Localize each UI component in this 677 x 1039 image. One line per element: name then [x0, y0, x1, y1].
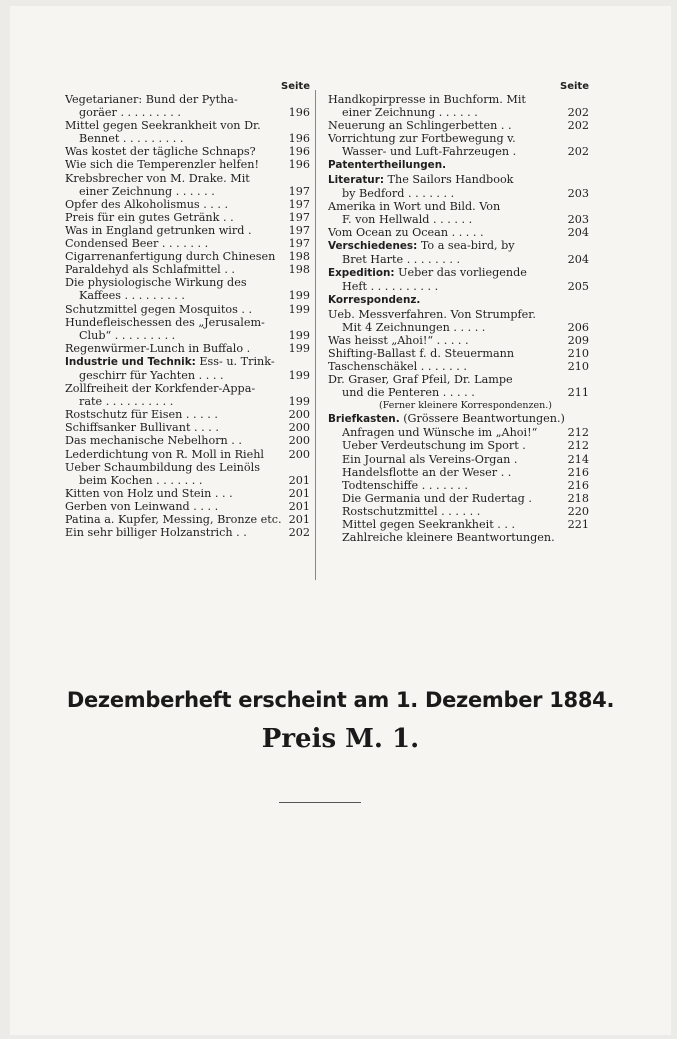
toc-entry — [328, 253, 589, 266]
toc-entry-page: 197 — [288, 237, 310, 251]
toc-entry — [328, 266, 589, 280]
toc-entry-title: Handelsflotte an der Weser . . — [342, 465, 512, 479]
toc-left-list — [65, 93, 310, 539]
toc-entry-title: Hundefleischessen des „Jerusalem- — [65, 315, 265, 329]
toc-entry-title: geschirr für Yachten . . . . — [79, 368, 224, 382]
toc-entry — [328, 280, 589, 293]
toc-entry-page: 216 — [567, 478, 589, 492]
toc-entry-page: 210 — [567, 346, 589, 360]
toc-entry-page: 212 — [567, 426, 589, 440]
toc-entry-title: Ueber Schaumbildung des Leinöls — [65, 460, 260, 474]
toc-entry-page: 196 — [288, 106, 310, 120]
toc-entry-page: 200 — [288, 408, 310, 422]
page-column-header: Seite — [281, 81, 310, 92]
toc-entry — [65, 369, 310, 382]
toc-entry-page: 216 — [567, 465, 589, 479]
toc-entry — [65, 303, 310, 316]
toc-entry-title: Heft . . . . . . . . . . — [342, 280, 439, 294]
toc-entry — [328, 187, 589, 200]
toc-entry — [65, 474, 310, 487]
toc-entry-page: 196 — [288, 158, 310, 172]
toc-entry-title: Mittel gegen Seekrankheit . . . — [342, 518, 516, 531]
toc-entry — [65, 421, 310, 434]
toc-entry-title: Wasser- und Luft-Fahrzeugen . — [342, 145, 517, 159]
toc-entry-title: Schutzmittel gegen Mosquitos . . — [65, 302, 253, 316]
toc-entry-title: Die Germania und der Rudertag . — [342, 491, 532, 505]
toc-entry — [328, 439, 589, 452]
toc-entry-title: Anfragen und Wünsche im „Ahoi!“ — [342, 426, 538, 440]
toc-entry-title: (Ferner kleinere Korrespondenzen.) — [379, 400, 552, 412]
toc-entry — [65, 513, 310, 526]
toc-entry-title: einer Zeichnung . . . . . . — [79, 184, 215, 198]
toc-entry-title: Vom Ocean zu Ocean . . . . . — [328, 225, 484, 239]
toc-entry-title: Handkopirpresse in Buchform. Mit — [328, 93, 526, 106]
toc-entry — [65, 395, 310, 408]
toc-entry-title: Ein sehr billiger Holzanstrich . . — [65, 526, 247, 540]
toc-entry-title: Kitten von Holz und Stein . . . — [65, 486, 233, 500]
toc-entry-title: beim Kochen . . . . . . . — [79, 473, 203, 487]
toc-entry — [328, 145, 589, 158]
toc-entry-page: 199 — [288, 289, 310, 303]
toc-entry-title: Mittel gegen Seekrankheit von Dr. — [65, 119, 261, 133]
toc-entry-page: 201 — [288, 486, 310, 500]
toc-entry — [65, 119, 310, 132]
toc-entry-page: 206 — [567, 320, 589, 334]
toc-entry — [328, 93, 589, 106]
toc-entry-title: Verschiedenes: To a sea-bird, by — [328, 239, 515, 253]
page-column-header: Seite — [560, 81, 589, 92]
toc-entry — [328, 412, 589, 426]
toc-entry-title: Ueber Verdeutschung im Sport . — [342, 439, 526, 453]
toc-entry — [328, 226, 589, 239]
toc-entry-page: 204 — [567, 225, 589, 239]
toc-entry-title: Das mechanische Nebelhorn . . — [65, 434, 242, 448]
toc-entry-page: 203 — [567, 212, 589, 226]
toc-entry-page: 205 — [567, 280, 589, 294]
toc-entry-page: 197 — [288, 210, 310, 224]
toc-entry-title: Vegetarianer: Bund der Pytha- — [65, 93, 238, 106]
price: Preis M. 1. — [261, 724, 420, 754]
toc-entry — [328, 453, 589, 466]
toc-entry — [328, 347, 589, 360]
toc-entry-title: Regenwürmer-Lunch in Buffalo . — [65, 341, 251, 355]
toc-entry — [65, 211, 310, 224]
toc-entry — [65, 448, 310, 461]
toc-entry-title: F. von Hellwald . . . . . . — [342, 212, 473, 226]
toc-entry — [65, 106, 310, 119]
toc-entry — [328, 518, 589, 531]
announcement: Dezemberheft erscheint am 1. Dezember 1884. — [66, 688, 615, 712]
toc-entry-page: 199 — [288, 341, 310, 355]
toc-entry — [328, 360, 589, 373]
toc-entry — [328, 158, 589, 172]
toc-entry-title: Literatur: The Sailors Handbook — [328, 172, 514, 186]
toc-entry — [65, 145, 310, 158]
toc-entry-title: Condensed Beer . . . . . . . — [65, 237, 209, 251]
toc-entry-title: Patentertheilungen. — [328, 159, 447, 172]
toc-entry — [328, 293, 589, 307]
toc-entry — [328, 213, 589, 226]
toc-entry — [65, 198, 310, 211]
toc-entry-title: Rostschutzmittel . . . . . . — [342, 504, 481, 518]
toc-entry — [328, 386, 589, 399]
toc-entry-title: Zahlreiche kleinere Beantwortungen. — [342, 531, 555, 545]
toc-entry-page: 198 — [288, 263, 310, 277]
toc-entry-title: Industrie und Technik: Ess- u. Trink- — [65, 354, 275, 368]
toc-entry-title: Korrespondenz. — [328, 294, 421, 307]
toc-entry — [65, 185, 310, 198]
toc-entry — [328, 479, 589, 492]
toc-entry-title: Cigarrenanfertigung durch Chinesen — [65, 250, 276, 264]
toc-entry-page: 197 — [288, 197, 310, 211]
toc-entry — [65, 329, 310, 342]
toc-entry-page: 197 — [288, 223, 310, 237]
toc-entry — [65, 461, 310, 474]
toc-entry-page: 199 — [288, 368, 310, 382]
toc-entry-title: Briefkasten. (Grössere Beantwortungen.) — [328, 412, 565, 426]
toc-entry-page: 200 — [288, 434, 310, 448]
toc-entry — [328, 106, 589, 119]
toc-left-column — [65, 80, 310, 539]
toc-entry — [65, 224, 310, 237]
toc-entry — [328, 321, 589, 334]
toc-entry-page: 201 — [288, 513, 310, 526]
toc-entry — [65, 158, 310, 171]
toc-entry — [328, 531, 589, 544]
toc-entry-title: Dr. Graser, Graf Pfeil, Dr. Lampe — [328, 372, 513, 386]
toc-entry-title: Was kostet der tägliche Schnaps? — [65, 145, 256, 159]
toc-entry — [65, 434, 310, 447]
toc-entry-page: 201 — [288, 473, 310, 487]
toc-entry-title: goräer . . . . . . . . . — [79, 106, 181, 120]
toc-entry-title: und die Penteren . . . . . — [342, 386, 475, 400]
toc-entry-title: einer Zeichnung . . . . . . — [342, 106, 478, 120]
toc-entry-page: 199 — [288, 302, 310, 316]
toc-entry-title: Wie sich die Temperenzler helfen! — [65, 158, 259, 172]
toc-entry-page: 221 — [567, 518, 589, 531]
toc-entry — [328, 239, 589, 253]
toc-entry — [328, 173, 589, 187]
toc-entry-title: Patina a. Kupfer, Messing, Bronze etc. — [65, 513, 282, 526]
toc-entry-page: 199 — [288, 328, 310, 342]
toc-entry — [65, 132, 310, 145]
toc-entry-title: Ein Journal als Vereins-Organ . — [342, 452, 518, 466]
toc-entry — [65, 355, 310, 369]
toc-entry — [328, 373, 589, 386]
toc-entry-title: Ueb. Messverfahren. Von Strumpfer. — [328, 307, 536, 321]
toc-entry — [65, 250, 310, 263]
toc-entry — [65, 500, 310, 513]
toc-entry-title: Was heisst „Ahoi!“ . . . . . — [328, 333, 469, 347]
toc-entry-title: Taschenschäkel . . . . . . . — [328, 359, 467, 373]
toc-entry-page: 210 — [567, 359, 589, 373]
toc-entry — [328, 119, 589, 132]
toc-entry-page: 199 — [288, 395, 310, 409]
toc-entry-page: 198 — [288, 250, 310, 264]
toc-entry-page: 202 — [567, 119, 589, 133]
toc-entry-title: by Bedford . . . . . . . — [342, 186, 455, 200]
toc-entry-title: Was in England getrunken wird . — [65, 223, 252, 237]
toc-entry — [65, 382, 310, 395]
toc-entry-title: Kaffees . . . . . . . . . — [79, 289, 185, 303]
toc-entry — [65, 289, 310, 302]
toc-entry — [328, 492, 589, 505]
toc-entry-page: 201 — [288, 499, 310, 513]
toc-entry-page: 214 — [567, 452, 589, 466]
toc-entry — [328, 334, 589, 347]
toc-entry-title: Rostschutz für Eisen . . . . . — [65, 408, 218, 422]
toc-right-column — [328, 80, 589, 544]
toc-entry-title: Expedition: Ueber das vorliegende — [328, 266, 527, 280]
toc-entry — [328, 426, 589, 439]
toc-entry — [328, 308, 589, 321]
toc-entry-page: 196 — [288, 145, 310, 159]
toc-entry — [65, 342, 310, 355]
toc-entry — [65, 526, 310, 539]
toc-entry — [65, 408, 310, 421]
toc-entry-page: 209 — [567, 333, 589, 347]
toc-entry-page: 202 — [567, 106, 589, 120]
toc-entry-title: Zollfreiheit der Korkfender-Appa- — [65, 382, 256, 396]
toc-entry-page: 211 — [567, 386, 589, 400]
toc-entry-page: 204 — [567, 253, 589, 267]
toc-entry-title: Bret Harte . . . . . . . . — [342, 253, 461, 267]
toc-entry-title: Opfer des Alkoholismus . . . . — [65, 197, 229, 211]
toc-entry-title: Preis für ein gutes Getränk . . — [65, 210, 234, 224]
toc-entry-title: Neuerung an Schlingerbetten . . — [328, 119, 512, 133]
toc-entry-title: Club“ . . . . . . . . . — [79, 328, 176, 342]
toc-entry — [65, 172, 310, 185]
toc-entry-page: 202 — [567, 145, 589, 159]
toc-entry-page: 200 — [288, 421, 310, 435]
toc-entry-title: Amerika in Wort und Bild. Von — [328, 199, 501, 213]
rule-line — [279, 802, 361, 803]
toc-entry-title: Bennet . . . . . . . . . — [79, 132, 184, 146]
toc-entry-title: Mit 4 Zeichnungen . . . . . — [342, 320, 486, 334]
toc-right-list — [328, 93, 589, 544]
toc-entry — [328, 399, 589, 412]
toc-entry-page: 218 — [567, 491, 589, 505]
toc-entry-title: Die physiologische Wirkung des — [65, 276, 247, 290]
toc-entry-page: 203 — [567, 186, 589, 200]
toc-entry — [65, 316, 310, 329]
toc-entry-title: Lederdichtung von R. Moll in Riehl — [65, 447, 265, 461]
toc-entry — [328, 132, 589, 145]
toc-entry — [65, 276, 310, 289]
toc-entry — [65, 93, 310, 106]
toc-entry-title: Gerben von Leinwand . . . . — [65, 499, 219, 513]
toc-entry-page: 200 — [288, 447, 310, 461]
toc-entry-title: Schiffsanker Bullivant . . . . — [65, 421, 219, 435]
toc-entry-page: 196 — [288, 132, 310, 146]
toc-entry-page: 197 — [288, 184, 310, 198]
toc-entry — [65, 263, 310, 276]
toc-entry-title: Vorrichtung zur Fortbewegung v. — [328, 132, 516, 146]
toc-entry-page: 202 — [288, 526, 310, 540]
toc-entry — [328, 200, 589, 213]
toc-entry — [328, 466, 589, 479]
toc-entry — [65, 237, 310, 250]
toc-entry-title: Shifting-Ballast f. d. Steuermann — [328, 346, 515, 360]
page — [10, 6, 671, 1035]
toc-entry — [328, 505, 589, 518]
column-divider — [315, 90, 316, 580]
toc-entry-title: Paraldehyd als Schlafmittel . . — [65, 263, 235, 277]
toc-entry-title: Todtenschiffe . . . . . . . — [342, 478, 468, 492]
toc-entry — [65, 487, 310, 500]
toc-entry-title: rate . . . . . . . . . . — [79, 395, 174, 409]
toc-entry-page: 212 — [567, 439, 589, 453]
toc-entry-page: 220 — [567, 504, 589, 518]
toc-entry-title: Krebsbrecher von M. Drake. Mit — [65, 171, 250, 185]
